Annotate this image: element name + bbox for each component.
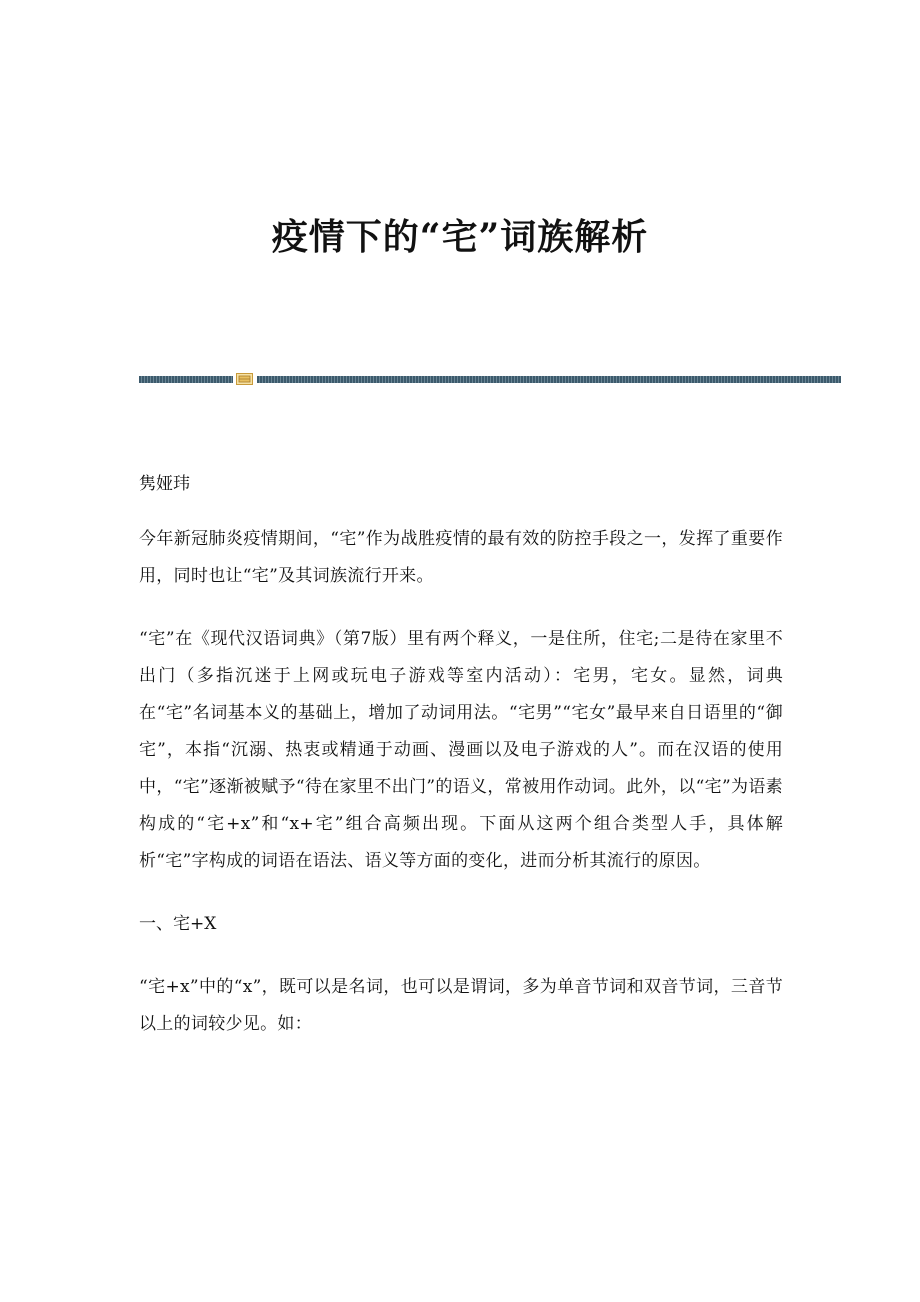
divider-bar-left: [139, 376, 233, 383]
paragraph-definition: “宅”在《现代汉语词典》（第7版）里有两个释义，一是住所，住宅;二是待在家里不出门（多指沉迷于上网或玩电子游戏等室内活动）：宅男，宅女。显然，词典在“宅”名词基本义的基础上，增加了动词用法。“宅男”“宅女”最早来自日语里的“御宅”，本指“沉溺、热衷或精通于动画、漫画以及电子游戏的人”。而在汉语的使用中，“宅”逐渐被赋予“待在家里不出门”的语义，常被用作动词。此外，以“宅”为语素构成的“宅+x”和“x+宅”组合高频出现。下面从这两个组合类型人手，具体解析“宅”字构成的词语在语法、语义等方面的变化，进而分析其流行的原因。: [139, 629, 783, 871]
divider-bar-right: [257, 376, 841, 383]
paragraph-section-1: “宅+x”中的“x”，既可以是名词，也可以是谓词，多为单音节词和双音节词，三音节以上的词较少见。如：: [139, 977, 783, 1034]
author-name: 隽娅玮: [139, 474, 190, 494]
divider-ornament-icon: [236, 373, 253, 385]
page-title: 疫情下的“宅”词族解析: [271, 216, 649, 258]
document-body: [139, 466, 783, 1069]
section-heading: 一、宅+X: [139, 914, 217, 934]
title-divider: [139, 373, 841, 385]
paragraph-intro: 今年新冠肺炎疫情期间，“宅”作为战胜疫情的最有效的防控手段之一，发挥了重要作用，同时也让“宅”及其词族流行开来。: [139, 529, 783, 586]
